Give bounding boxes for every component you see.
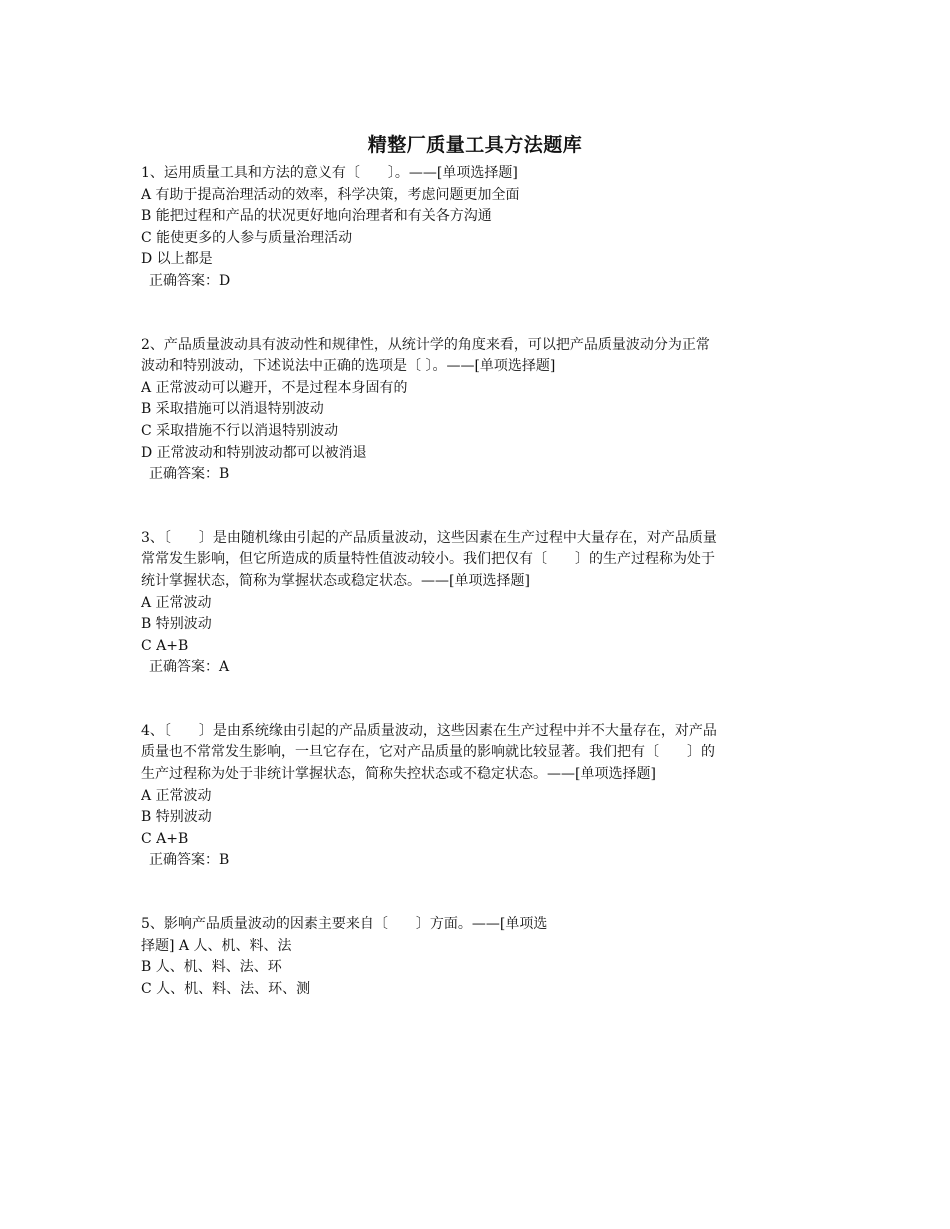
option-c: C A+B (141, 637, 189, 654)
option-c: C 能使更多的人参与质量治理活动 (141, 229, 353, 246)
question-text: 常常发生影响，但它所造成的质量特性值波动较小。我们把仅有〔 〕的生产过程称为处于 (141, 551, 715, 568)
page-title: 精整厂质量工具方法题库 (367, 134, 583, 156)
option-a: A 有助于提高治理活动的效率，科学决策，考虑问题更加全面 (141, 186, 520, 203)
question-text: 生产过程称为处于非统计掌握状态，简称失控状态或不稳定状态。——[单项选择题] (141, 766, 656, 783)
option-b: B 人、机、料、法、环 (141, 959, 282, 976)
option-b: B 特别波动 (141, 616, 212, 633)
question-item (141, 528, 806, 679)
option-b: B 采取措施可以消退特别波动 (141, 401, 324, 418)
correct-answer: 正确答案：B (149, 852, 230, 869)
question-text: 1、运用质量工具和方法的意义有〔 〕。——[单项选择题] (141, 165, 518, 181)
question-item (141, 335, 806, 486)
option-d: D 正常波动和特别波动都可以被消退 (141, 444, 367, 461)
correct-answer: 正确答案：A (149, 659, 230, 676)
question-item (141, 914, 806, 1000)
option-c: C 采取措施不行以消退特别波动 (141, 422, 339, 439)
question-text: 择题] A 人、机、料、法 (141, 937, 292, 954)
option-b: B 能把过程和产品的状况更好地向治理者和有关各方沟通 (141, 208, 492, 225)
question-item (141, 163, 806, 293)
question-text: 波动和特别波动，下述说法中正确的选项是〔 〕。——[单项选择题] (141, 358, 556, 375)
question-list (141, 163, 806, 1042)
option-b: B 特别波动 (141, 809, 212, 826)
question-text: 质量也不常常发生影响，一旦它存在，它对产品质量的影响就比较显著。我们把有〔 〕的 (141, 744, 715, 761)
question-text: 4、〔 〕是由系统缘由引起的产品质量波动，这些因素在生产过程中并不大量存在，对产品 (141, 722, 717, 739)
question-text: 5、影响产品质量波动的因素主要来自〔 〕方面。——[单项选 (141, 916, 548, 933)
question-text: 统计掌握状态，简称为掌握状态或稳定状态。——[单项选择题] (141, 572, 530, 589)
question-text: 2、产品质量波动具有波动性和规律性，从统计学的角度来看，可以把产品质量波动分为正常 (141, 336, 710, 353)
correct-answer: 正确答案：B (149, 466, 230, 483)
correct-answer: 正确答案：D (149, 272, 231, 289)
question-text: 3、〔 〕是由随机缘由引起的产品质量波动，这些因素在生产过程中大量存在，对产品质量 (141, 529, 717, 546)
option-c: C 人、机、料、法、环、测 (141, 980, 311, 997)
option-c: C A+B (141, 830, 189, 847)
question-item (141, 721, 806, 872)
option-d: D 以上都是 (141, 251, 213, 268)
option-a: A 正常波动可以避开，不是过程本身固有的 (141, 379, 408, 396)
option-a: A 正常波动 (141, 787, 212, 804)
option-a: A 正常波动 (141, 594, 212, 611)
